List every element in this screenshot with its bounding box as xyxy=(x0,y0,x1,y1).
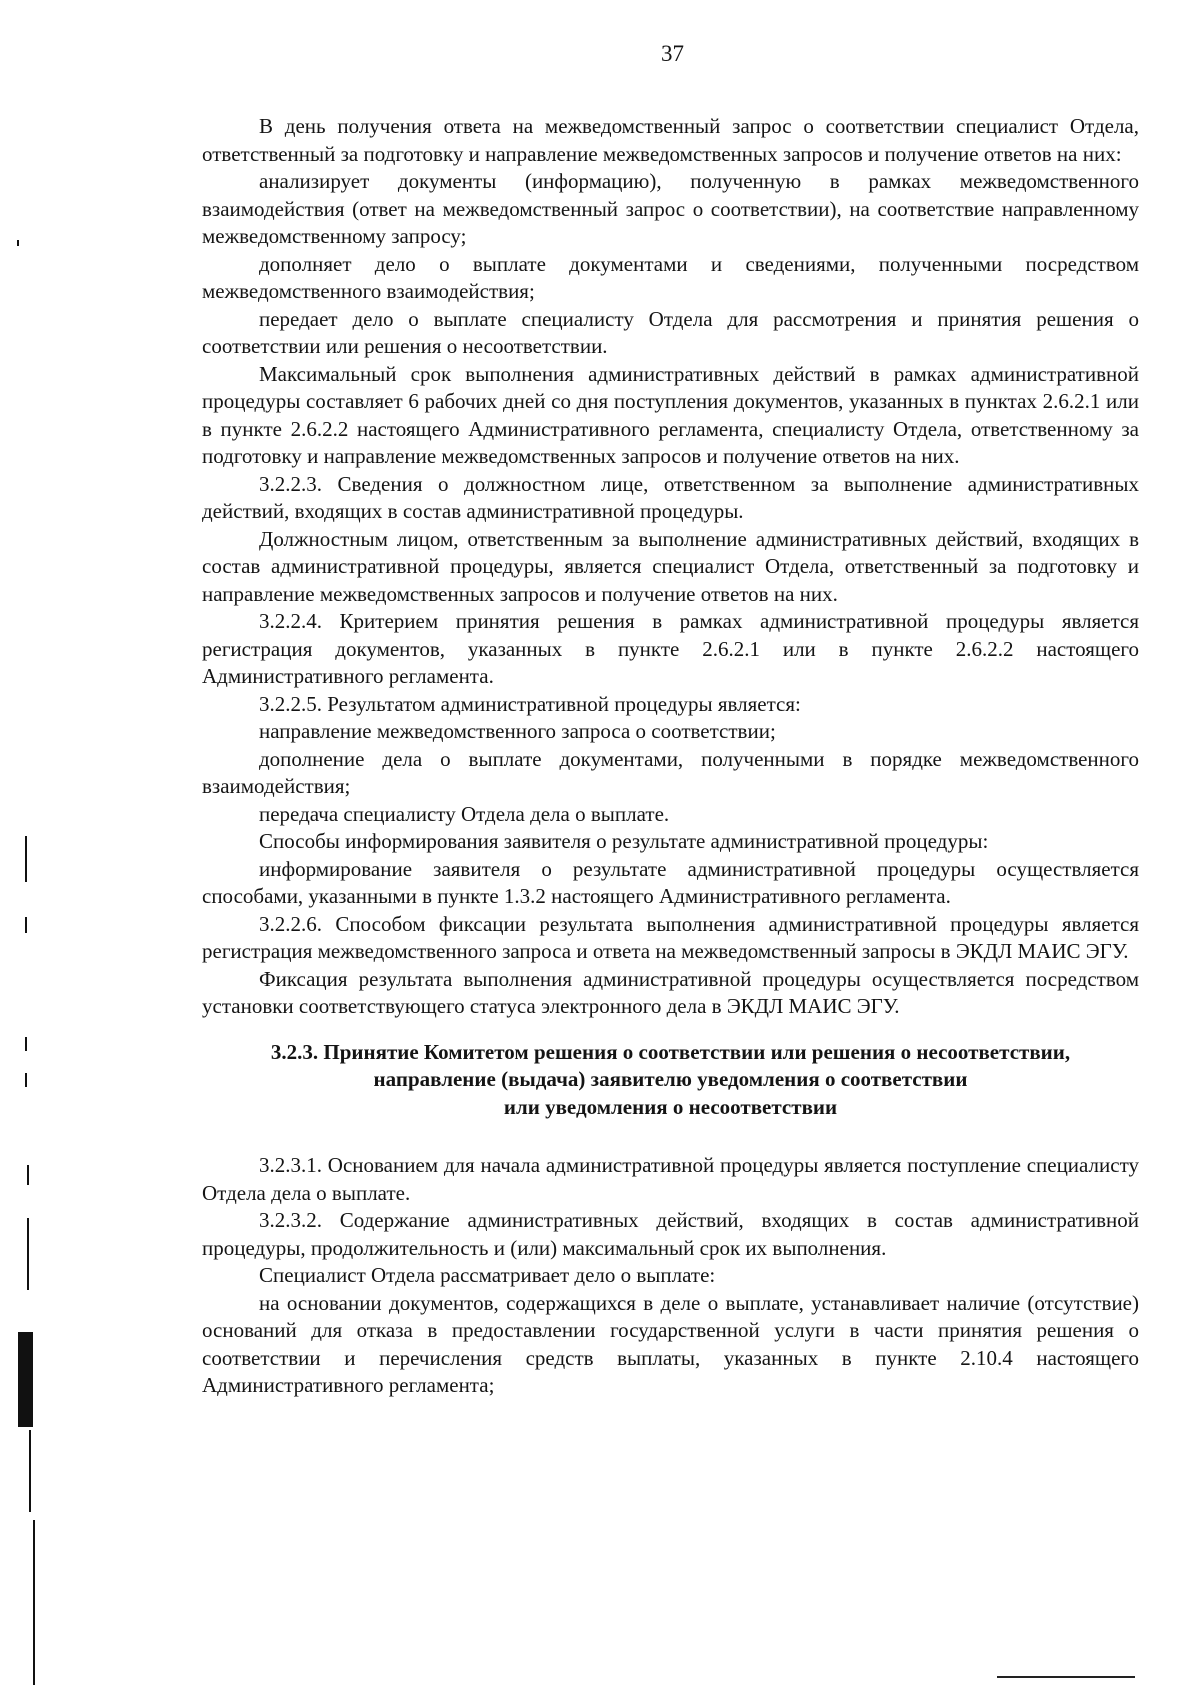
paragraph: информирование заявителя о результате административной процедуры осуществляется способами, указанными в пункте 1.3.2 настоящего Административного регламента. xyxy=(202,856,1139,908)
scan-artifact-mark xyxy=(25,1073,27,1087)
paragraph: В день получения ответа на межведомственный запрос о соответствии специалист Отдела, ответственный за подготовку и направление межведомственных запросов и получение ответов на них: xyxy=(202,114,1139,166)
paragraph: Должностным лицом, ответственным за выполнение административных действий, входящих в состав административной процедуры, является специалист Отдела, ответственный за подготовку и направление межведомственных запросов и получение ответов на них. xyxy=(202,526,1139,606)
scan-artifact-mark xyxy=(29,1430,31,1512)
scan-artifact-mark xyxy=(27,1165,29,1185)
paragraph: Максимальный срок выполнения административных действий в рамках административной процедуры составляет 6 рабочих дней со дня поступления документов, указанных в пунктах 2.6.2.1 или в пункте 2.6.2.2 настоящего Административного регламента, специалисту Отдела, ответственному за подготовку и направление межведомственных запросов и получение ответов на них. xyxy=(202,361,1139,468)
section-heading-line: или уведомления о несоответствии xyxy=(503,1094,838,1119)
scan-artifact-mark xyxy=(18,1332,33,1427)
scan-artifact-mark xyxy=(27,1218,29,1290)
section-heading xyxy=(202,1039,1139,1122)
paragraph: 3.2.3.1. Основанием для начала административной процедуры является поступление специалисту Отдела дела о выплате. xyxy=(202,1153,1139,1205)
paragraph: дополнение дела о выплате документами, полученными в порядке межведомственного взаимодействия; xyxy=(202,746,1139,798)
paragraph: анализирует документы (информацию), полученную в рамках межведомственного взаимодействия (ответ на межведомственный запрос о соответствии), на соответствие направленному межведомственному запросу; xyxy=(202,169,1139,248)
paragraph: 3.2.2.6. Способом фиксации результата выполнения административной процедуры является регистрация межведомственного запроса и ответа на межведомственный запросы в ЭКДЛ МАИС ЭГУ. xyxy=(202,911,1139,963)
scan-artifact-mark xyxy=(33,1520,35,1685)
paragraph: дополняет дело о выплате документами и сведениями, полученными посредством межведомственного взаимодействия; xyxy=(202,251,1139,303)
scan-artifact-mark xyxy=(25,917,27,933)
paragraph: Фиксация результата выполнения административной процедуры осуществляется посредством установки соответствующего статуса электронного дела в ЭКДЛ МАИС ЭГУ. xyxy=(202,966,1139,1018)
document-body xyxy=(202,113,1139,1400)
paragraph: передает дело о выплате специалисту Отдела для рассмотрения и принятия решения о соответствии или решения о несоответствии. xyxy=(202,306,1139,358)
section-after-heading xyxy=(202,1152,1139,1400)
paragraph: 3.2.2.3. Сведения о должностном лице, ответственном за выполнение административных действий, входящих в состав административной процедуры. xyxy=(202,471,1139,523)
page-number: 37 xyxy=(661,41,684,66)
paragraph: направление межведомственного запроса о соответствии; xyxy=(259,719,776,743)
section-heading-line: направление (выдача) заявителю уведомления о соответствии xyxy=(373,1067,968,1091)
paragraph: 3.2.2.5. Результатом административной процедуры является: xyxy=(259,691,801,716)
paragraph: 3.2.2.4. Критерием принятия решения в рамках административной процедуры является регистрация документов, указанных в пункте 2.6.2.1 или в пункте 2.6.2.2 настоящего Административного регламента. xyxy=(202,609,1139,688)
section-before-heading xyxy=(202,113,1139,1021)
section-heading-line: 3.2.3. Принятие Комитетом решения о соответствии или решения о несоответствии, xyxy=(270,1039,1071,1064)
scan-artifact-mark xyxy=(25,836,27,882)
scan-artifact-mark xyxy=(25,1037,27,1051)
scan-artifact-mark xyxy=(17,240,19,246)
paragraph: на основании документов, содержащихся в деле о выплате, устанавливает наличие (отсутствие) оснований для отказа в предоставлении государственной услуги в части принятия решения о соответствии и перечисления средств выплаты, указанных в пункте 2.10.4 настоящего Административного регламента; xyxy=(202,1290,1139,1397)
paragraph: Специалист Отдела рассматривает дело о выплате: xyxy=(259,1263,716,1287)
paragraph: передача специалисту Отдела дела о выплате. xyxy=(259,801,670,826)
footer-rule xyxy=(997,1676,1135,1678)
paragraph: 3.2.3.2. Содержание административных действий, входящих в состав административной процедуры, продолжительность и (или) максимальный срок их выполнения. xyxy=(202,1208,1139,1260)
paragraph: Способы информирования заявителя о результате административной процедуры: xyxy=(259,829,989,853)
